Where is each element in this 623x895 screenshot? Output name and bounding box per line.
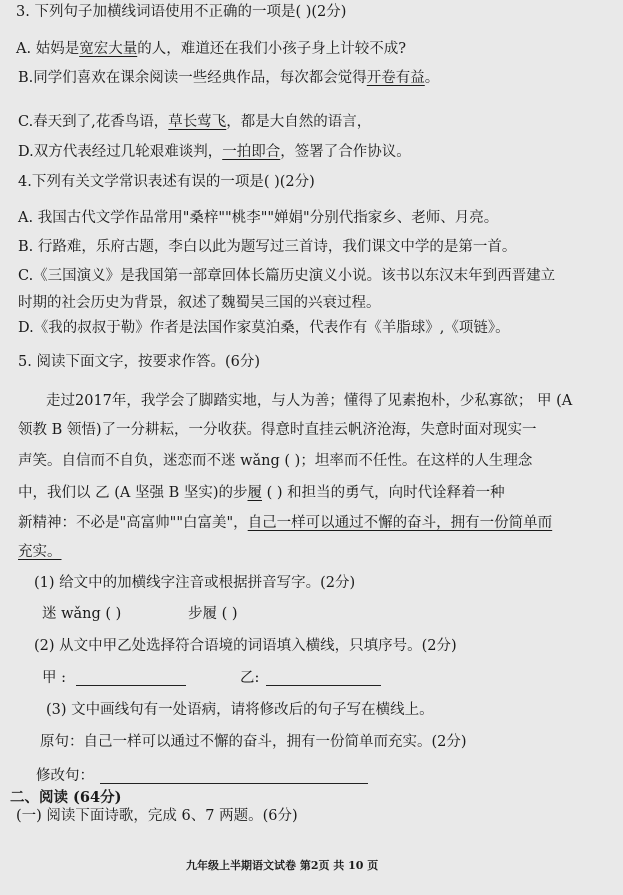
section2-subtitle: (一) 阅读下面诗歌，完成 6、7 两题。(6分) (16, 808, 298, 824)
q3-c-word: 草长莺飞 (168, 114, 227, 130)
q3-option-c (18, 112, 371, 132)
q5-subq1-mi-wang: 迷 wǎng ( ) (42, 606, 122, 622)
q5-p4-word: 履 (247, 485, 262, 501)
q5-p5-underlined: 自己一样可以通过不懈的奋斗，拥有一份简单而 (247, 515, 553, 531)
q3-b-end: 。 (424, 70, 440, 86)
q5-p4-post: ( ) 和担当的勇气，向时代诠释着一种 (262, 485, 505, 501)
q5-subq1-bu-lv: 步履 ( ) (188, 606, 238, 622)
q3-a-word: 宽宏大量 (79, 41, 138, 57)
q5-passage-line3: 声笑。自信而不自负，迷恋而不迷 wǎng ( )；坦率而不任性。在这样的人生理念 (18, 453, 533, 469)
q5-p4-pre: 中，我们以 乙 (A 坚强 B 坚实)的步 (18, 485, 248, 501)
q3-d-pre: D.双方代表经过几轮艰难谈判， (18, 144, 223, 160)
q5-passage-line5 (18, 513, 552, 533)
q5-passage-line4 (18, 483, 505, 503)
q3-option-d (18, 142, 411, 162)
q5-yi-label: 乙: (240, 670, 260, 686)
q4-option-d: D.《我的叔叔于勒》作者是法国作家莫泊桑，代表作有《羊脂球》,《项链》。 (18, 320, 510, 336)
q5-revised-label: 修改句： (36, 768, 94, 784)
q5-p5-pre: 新精神：不必是"高富帅""白富美"， (18, 515, 248, 531)
q3-c-post: ，都是大自然的语言， (226, 114, 372, 130)
section2-title: 二、阅读 (64分) (10, 789, 122, 806)
q3-c-pre: C.春天到了,花香鸟语， (18, 114, 169, 130)
q5-subq2: (2) 从文中甲乙处选择符合语境的词语填入横线，只填序号。(2分) (34, 638, 457, 654)
q5-passage-line2: 领教 B 领悟)了一分耕耘，一分收获。得意时直挂云帆济沧海，失意时面对现实一 (18, 422, 537, 438)
q3-stem: 3. 下列句子加横线词语使用不正确的一项是( )(2分) (16, 4, 347, 20)
q3-d-post: ，签署了合作协议。 (280, 144, 411, 160)
q4-option-c-line2: 时期的社会历史为背景，叙述了魏蜀吴三国的兴衰过程。 (18, 295, 381, 311)
q3-a-pre: A. 姑妈是 (16, 41, 80, 57)
q4-stem: 4.下列有关文学常识表述有误的一项是( )(2分) (18, 174, 315, 190)
q3-b-text: B.同学们喜欢在课余阅读一些经典作品，每次都会觉得 (18, 70, 367, 86)
q3-option-b (18, 68, 439, 88)
q5-p6-underlined: 充实。 (18, 544, 62, 560)
q4-option-b: B. 行路难，乐府古题，李白以此为题写过三首诗，我们课文中学的是第一首。 (18, 239, 517, 255)
q5-subq3: (3) 文中画线句有一处语病，请将修改后的句子写在横线上。 (46, 702, 434, 718)
q3-a-post: 的人，难道还在我们小孩子身上计较不成? (137, 41, 406, 57)
q3-b-word: 开卷有益 (366, 70, 425, 86)
q5-jia-answer-line[interactable] (76, 666, 186, 686)
page-footer: 九年级上半期语文试卷 第2页 共 10 页 (186, 859, 379, 872)
q5-revised-answer-line[interactable] (100, 764, 368, 784)
q4-option-c-line1: C.《三国演义》是我国第一部章回体长篇历史演义小说。该书以东汉末年到西晋建立 (18, 268, 556, 284)
q5-passage-line6 (18, 542, 62, 562)
q5-jia-label: 甲 : (42, 670, 66, 686)
q5-stem: 5. 阅读下面文字，按要求作答。(6分) (18, 354, 260, 370)
q5-yi-answer-line[interactable] (266, 666, 381, 686)
q4-option-a: A. 我国古代文学作品常用"桑梓""桃李""婵娟"分别代指家乡、老师、月亮。 (18, 210, 499, 226)
q5-passage-line1: 走过2017年，我学会了脚踏实地，与人为善；懂得了见素抱朴，少私寡欲； 甲 (A (46, 393, 573, 409)
q5-original-sentence: 原句：自己一样可以通过不懈的奋斗，拥有一份简单而充实。(2分) (40, 734, 467, 750)
q5-subq1: (1) 给文中的加横线字注音或根据拼音写字。(2分) (34, 575, 356, 591)
q3-option-a (16, 39, 406, 59)
q3-d-word: 一拍即合 (222, 144, 281, 160)
